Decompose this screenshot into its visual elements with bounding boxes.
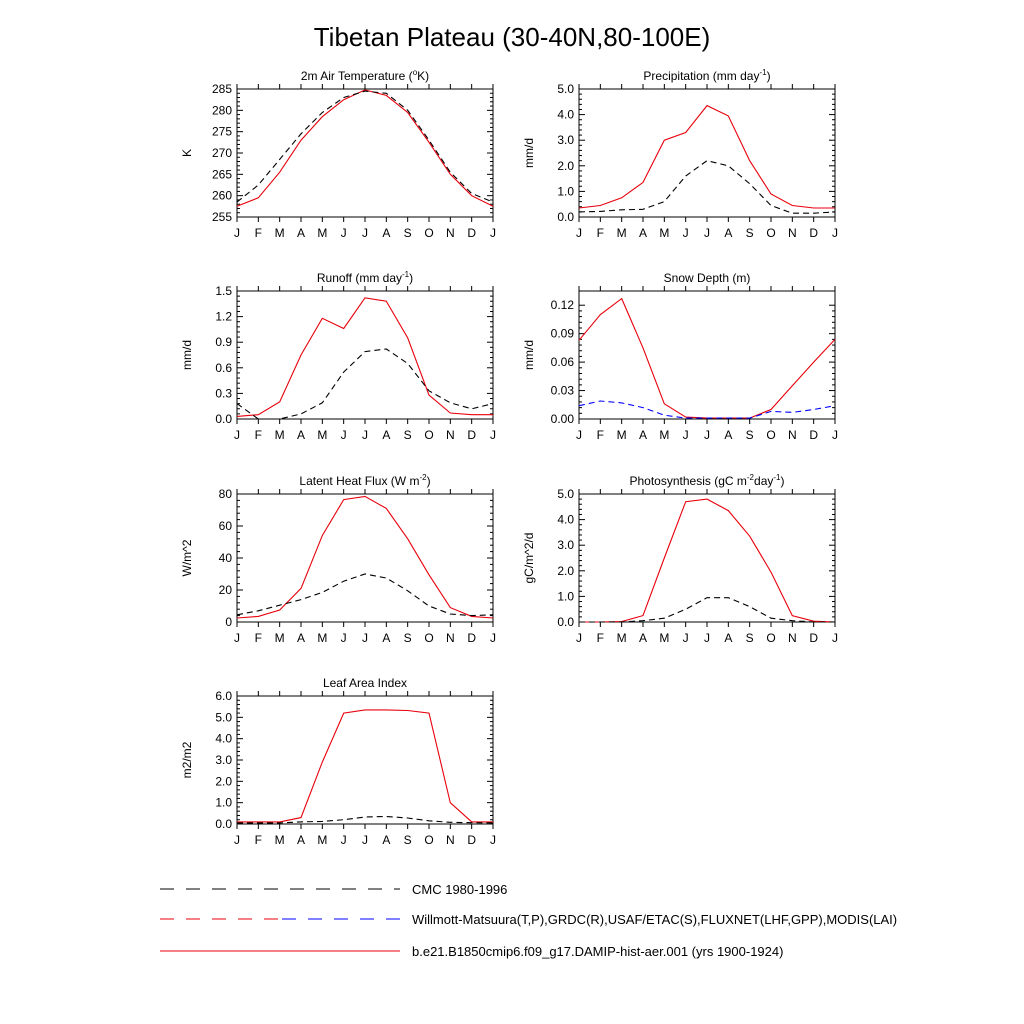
y-tick-label: 0.3 xyxy=(215,386,232,401)
x-tick-label: A xyxy=(296,428,306,442)
series-line-model xyxy=(579,499,835,622)
series-line-model xyxy=(237,298,493,417)
y-axis-label: mm/d xyxy=(522,340,536,370)
x-tick-label: J xyxy=(682,428,689,442)
x-tick-label: D xyxy=(809,226,819,240)
x-tick-label: J xyxy=(576,428,582,442)
y-tick-label: 5.0 xyxy=(557,487,574,501)
x-tick-label: A xyxy=(296,833,306,847)
plot-frame xyxy=(579,494,835,622)
x-tick-label: S xyxy=(745,226,754,240)
x-tick-label: J xyxy=(490,428,496,442)
legend-item-3 xyxy=(160,944,783,959)
x-tick-label: O xyxy=(766,428,776,442)
x-tick-label: O xyxy=(766,226,776,240)
plot-frame xyxy=(237,89,493,217)
legend xyxy=(160,882,897,959)
y-axis-label: gC/m^2/d xyxy=(522,532,536,584)
x-tick-label: J xyxy=(234,428,240,442)
x-tick-label: D xyxy=(467,226,477,240)
y-tick-label: 5.0 xyxy=(557,82,574,96)
x-tick-label: N xyxy=(787,631,797,645)
x-tick-label: F xyxy=(254,631,263,645)
y-tick-label: 3.0 xyxy=(557,538,574,553)
legend-item-1 xyxy=(160,882,507,897)
x-tick-label: M xyxy=(317,226,328,240)
x-tick-label: M xyxy=(659,226,670,240)
y-tick-label: 0.09 xyxy=(550,326,574,341)
x-tick-label: M xyxy=(274,833,285,847)
panel-6 xyxy=(522,473,838,645)
x-tick-label: A xyxy=(638,631,648,645)
x-tick-label: O xyxy=(424,428,434,442)
y-tick-label: 1.2 xyxy=(215,309,232,324)
series-line-model xyxy=(237,496,493,618)
y-tick-label: 3.0 xyxy=(557,133,574,148)
panel-2 xyxy=(522,68,838,240)
x-tick-label: M xyxy=(616,428,627,442)
x-tick-label: F xyxy=(596,631,605,645)
x-tick-label: J xyxy=(362,226,368,240)
y-tick-label: 0.0 xyxy=(557,210,574,224)
y-tick-label: 0.03 xyxy=(550,383,574,398)
y-axis-label: W/m^2 xyxy=(180,539,194,577)
x-tick-label: J xyxy=(340,226,347,240)
y-tick-label: 0.0 xyxy=(215,412,232,426)
x-tick-label: S xyxy=(403,631,412,645)
y-tick-label: 6.0 xyxy=(215,689,232,703)
y-tick-label: 2.0 xyxy=(557,158,574,173)
y-axis-label: mm/d xyxy=(522,138,536,168)
panel-title: Latent Heat Flux (W $m^{-2}$) xyxy=(299,473,431,488)
y-tick-label: 80 xyxy=(218,487,232,501)
plot-frame xyxy=(237,696,493,824)
y-tick-label: 1.5 xyxy=(215,284,232,298)
x-tick-label: S xyxy=(745,428,754,442)
x-tick-label: J xyxy=(362,428,368,442)
series-line-model xyxy=(579,106,835,208)
plot-frame xyxy=(237,494,493,622)
x-tick-label: S xyxy=(403,833,412,847)
panel-1 xyxy=(180,68,496,240)
x-tick-label: J xyxy=(340,833,347,847)
x-tick-label: O xyxy=(424,631,434,645)
y-tick-label: 285 xyxy=(211,82,232,96)
x-tick-label: J xyxy=(362,631,368,645)
series-line-model xyxy=(237,710,493,822)
x-tick-label: J xyxy=(832,226,838,240)
x-tick-label: J xyxy=(832,428,838,442)
plot-frame xyxy=(237,291,493,419)
x-tick-label: F xyxy=(254,226,263,240)
y-axis-label: mm/d xyxy=(180,340,194,370)
x-tick-label: M xyxy=(659,428,670,442)
y-tick-label: 4.0 xyxy=(557,107,574,122)
x-tick-label: N xyxy=(787,226,797,240)
y-tick-label: 20 xyxy=(218,583,232,597)
panel-title: Precipitation (mm day$^{-1}$) xyxy=(643,68,771,83)
panel-5 xyxy=(180,473,496,645)
x-tick-label: A xyxy=(724,226,733,240)
x-tick-label: J xyxy=(490,226,496,240)
x-tick-label: J xyxy=(234,226,240,240)
y-tick-label: 0.0 xyxy=(557,615,574,629)
y-tick-label: 60 xyxy=(218,519,232,533)
y-tick-label: 0.06 xyxy=(550,355,574,370)
panel-title: 2m Air Temperature ($^o$K) xyxy=(300,68,430,83)
x-tick-label: A xyxy=(638,428,648,442)
x-tick-label: N xyxy=(445,428,455,442)
panel-4 xyxy=(522,271,838,442)
y-tick-label: 260 xyxy=(211,188,232,203)
x-tick-label: M xyxy=(616,226,627,240)
y-tick-label: 270 xyxy=(211,146,232,160)
x-tick-label: J xyxy=(234,833,240,847)
x-tick-label: J xyxy=(340,428,347,442)
y-tick-label: 4.0 xyxy=(557,512,574,527)
x-tick-label: A xyxy=(638,226,648,240)
y-tick-label: 255 xyxy=(211,210,232,224)
x-tick-label: M xyxy=(317,428,328,442)
x-tick-label: F xyxy=(254,833,263,847)
series-line-model xyxy=(579,299,835,419)
y-axis-label: m2/m2 xyxy=(180,741,194,779)
x-tick-label: J xyxy=(490,833,496,847)
x-tick-label: S xyxy=(403,226,412,240)
figure-title: Tibetan Plateau (30-40N,80-100E) xyxy=(313,22,711,52)
y-tick-label: 0.9 xyxy=(215,335,232,350)
x-tick-label: O xyxy=(424,833,434,847)
panel-title: Snow Depth (m) xyxy=(663,271,751,285)
x-tick-label: J xyxy=(490,631,496,645)
x-tick-label: D xyxy=(467,428,477,442)
y-tick-label: 1.0 xyxy=(557,184,574,199)
x-tick-label: F xyxy=(596,428,605,442)
x-tick-label: N xyxy=(445,226,455,240)
y-tick-label: 0.12 xyxy=(550,298,574,313)
x-tick-label: A xyxy=(724,428,733,442)
y-tick-label: 1.0 xyxy=(557,589,574,604)
panel-title: Leaf Area Index xyxy=(322,676,408,690)
x-tick-label: F xyxy=(254,428,263,442)
x-tick-label: A xyxy=(382,428,391,442)
x-tick-label: N xyxy=(445,833,455,847)
x-tick-label: M xyxy=(274,631,285,645)
x-tick-label: D xyxy=(809,631,819,645)
y-tick-label: 0.00 xyxy=(550,412,574,426)
plot-frame xyxy=(579,291,835,419)
y-tick-label: 2.0 xyxy=(215,774,232,789)
x-tick-label: A xyxy=(382,226,391,240)
series-line-obs xyxy=(579,598,835,622)
x-tick-label: J xyxy=(704,631,710,645)
x-tick-label: M xyxy=(317,631,328,645)
y-tick-label: 1.0 xyxy=(215,795,232,810)
series-line-model xyxy=(237,90,493,206)
x-tick-label: J xyxy=(682,226,689,240)
x-tick-label: A xyxy=(382,833,391,847)
y-tick-label: 0 xyxy=(225,615,232,629)
x-tick-label: S xyxy=(745,631,754,645)
x-tick-label: J xyxy=(576,226,582,240)
x-tick-label: M xyxy=(274,428,285,442)
y-tick-label: 265 xyxy=(211,167,232,182)
y-tick-label: 2.0 xyxy=(557,563,574,578)
y-tick-label: 5.0 xyxy=(215,710,232,725)
y-tick-label: 0.0 xyxy=(215,817,232,831)
x-tick-label: A xyxy=(296,226,306,240)
x-tick-label: M xyxy=(616,631,627,645)
x-tick-label: M xyxy=(659,631,670,645)
x-tick-label: J xyxy=(576,631,582,645)
legend-item-2 xyxy=(160,912,897,927)
series-line-obs xyxy=(237,91,493,202)
x-tick-label: F xyxy=(596,226,605,240)
x-tick-label: S xyxy=(403,428,412,442)
chart-panels xyxy=(180,68,838,847)
x-tick-label: O xyxy=(424,226,434,240)
legend-label: b.e21.B1850cmip6.f09_g17.DAMIP-hist-aer.001 (yrs 1900-1924) xyxy=(412,944,784,959)
panel-3 xyxy=(180,270,496,442)
y-tick-label: 4.0 xyxy=(215,731,232,746)
series-line-obs xyxy=(579,161,835,214)
plot-frame xyxy=(579,89,835,217)
panel-title: Photosynthesis (gC $m^{-2}day^{-1}$) xyxy=(629,473,785,488)
x-tick-label: A xyxy=(382,631,391,645)
y-tick-label: 0.6 xyxy=(215,360,232,375)
x-tick-label: N xyxy=(445,631,455,645)
legend-label: Willmott-Matsuura(T,P),GRDC(R),USAF/ETAC(S),FLUXNET(LHF,GPP),MODIS(LAI) xyxy=(412,912,898,927)
x-tick-label: M xyxy=(317,833,328,847)
y-tick-label: 3.0 xyxy=(215,753,232,767)
y-tick-label: 280 xyxy=(211,103,232,118)
x-tick-label: J xyxy=(340,631,347,645)
x-tick-label: M xyxy=(274,226,285,240)
x-tick-label: D xyxy=(467,631,477,645)
x-tick-label: D xyxy=(809,428,819,442)
y-tick-label: 40 xyxy=(218,551,232,565)
x-tick-label: O xyxy=(766,631,776,645)
series-line-obs_snow xyxy=(579,401,835,418)
x-tick-label: N xyxy=(787,428,797,442)
x-tick-label: A xyxy=(296,631,306,645)
y-axis-label: K xyxy=(180,148,194,158)
x-tick-label: J xyxy=(362,833,368,847)
legend-label: CMC 1980-1996 xyxy=(412,882,508,897)
x-tick-label: A xyxy=(724,631,733,645)
x-tick-label: J xyxy=(682,631,689,645)
x-tick-label: D xyxy=(467,833,477,847)
x-tick-label: J xyxy=(234,631,240,645)
x-tick-label: J xyxy=(832,631,838,645)
x-tick-label: J xyxy=(704,428,710,442)
series-line-obs xyxy=(237,349,493,419)
panel-7 xyxy=(180,676,496,847)
panel-title: Runoff (mm day$^{-1}$) xyxy=(316,270,414,285)
x-tick-label: J xyxy=(704,226,710,240)
y-tick-label: 275 xyxy=(211,124,232,139)
